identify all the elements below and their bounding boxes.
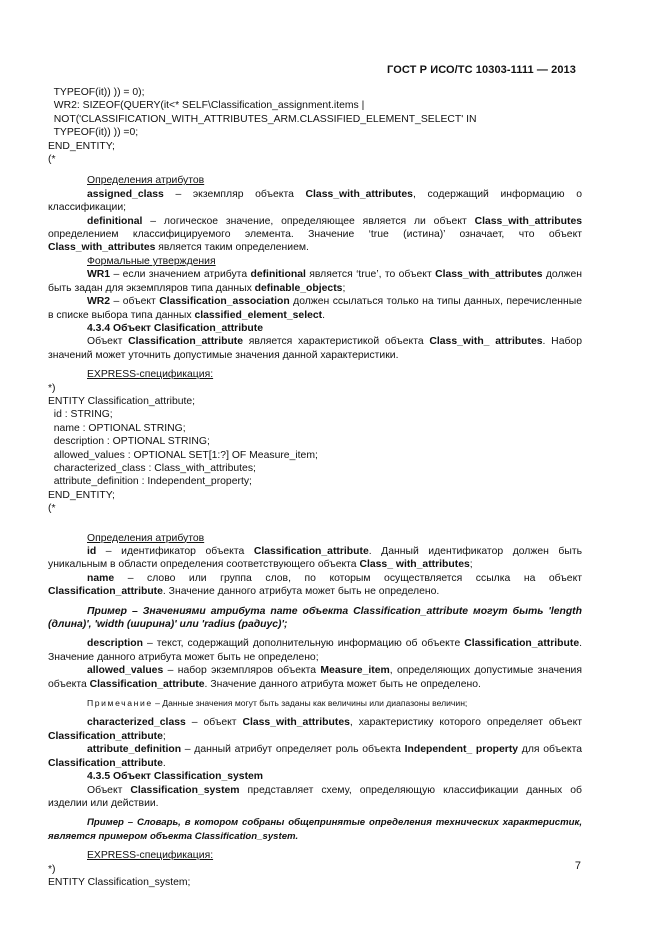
code-line: *)	[48, 382, 56, 394]
code-line: (*	[48, 154, 56, 166]
code-line: NOT('CLASSIFICATION_WITH_ATTRIBUTES_ARM.CLASSIFIED_ELEMENT_SELECT' IN	[48, 113, 477, 125]
code-line: (*	[48, 503, 56, 515]
paragraph: Объект Classification_system представляет схему, определяющую классификации данных об изделии или действии.	[48, 784, 582, 809]
example-text: Пример – Словарь, в котором собраны общепринятые определения технических характеристик, является примером объекта Classification_system.	[48, 817, 582, 842]
code-line: description : OPTIONAL STRING;	[48, 436, 210, 448]
code-line: *)	[48, 863, 56, 875]
document-header: ГОСТ Р ИСО/ТС 10303-1111 — 2013	[387, 64, 576, 76]
code-line: WR2: SIZEOF(QUERY(it<* SELF\Classification_assignment.items |	[48, 100, 365, 112]
paragraph: id – идентификатор объекта Classification_attribute. Данный идентификатор должен быть уникальным в области определения соответствующего объекта Class_ with_attributes;	[48, 546, 582, 571]
paragraph: Объект Classification_attribute является характеристикой объекта Class_with_ attributes. Набор значений может уточнить допустимые значения данной характеристики.	[48, 336, 582, 361]
code-line: ENTITY Classification_attribute;	[48, 395, 196, 407]
paragraph: description – текст, содержащий дополнительную информацию об объекте Classification_attribute. Значение данного атрибута может быть не определено;	[48, 638, 582, 663]
example-text: Пример – Значениями атрибута name объекта Classification_attribute могут быть 'length (длина)', 'width (ширина)' или 'radius (радиус)';	[48, 605, 582, 631]
note: Примечание – Данные значения могут быть заданы как величины или диапазоны величин;	[87, 698, 468, 709]
section-title: 4.3.4 Объект Clasification_attribute	[87, 322, 264, 334]
paragraph: name – слово или группа слов, по которым осуществляется ссылка на объект Classification_attribute. Значение данного атрибута может быть не определено.	[48, 572, 582, 598]
code-line: id : STRING;	[48, 409, 113, 421]
code-line: TYPEOF(it)) )) = 0);	[48, 87, 145, 98]
express-label: EXPRESS-спецификация:	[87, 850, 214, 862]
paragraph: assigned_class – экземпляр объекта Class_with_attributes, содержащий информацию о классификации;	[48, 188, 582, 214]
express-label: EXPRESS-спецификация:	[87, 369, 214, 381]
code-line: allowed_values : OPTIONAL SET[1:?] OF Measure_item;	[48, 449, 318, 461]
code-block	[48, 86, 582, 166]
section-title: 4.3.5 Объект Classification_system	[87, 771, 264, 783]
code-block	[48, 863, 582, 890]
code-line: name : OPTIONAL STRING;	[48, 422, 186, 434]
code-line: END_ENTITY;	[48, 140, 115, 152]
paragraph: WR1 – если значением атрибута definitional является ‘true’, то объект Class_with_attributes должен быть задан для экземпляров типа данных definable_objects;	[48, 269, 583, 294]
code-line: characterized_class : Class_with_attributes;	[48, 462, 256, 474]
section-heading: Формальные утверждения	[87, 255, 216, 267]
section-heading: Определения атрибутов	[87, 532, 205, 544]
code-line: ENTITY Classification_system;	[48, 876, 191, 888]
code-line: TYPEOF(it)) )) =0;	[48, 127, 139, 139]
paragraph: characterized_class – объект Class_with_attributes, характеристику которого определяет объект Classification_attribute;	[48, 717, 582, 742]
section-heading: Определения атрибутов	[87, 175, 205, 187]
page-body	[48, 86, 582, 889]
code-block	[48, 382, 582, 516]
code-line: attribute_definition : Independent_property;	[48, 476, 252, 488]
code-line: END_ENTITY;	[48, 489, 115, 501]
paragraph: allowed_values – набор экземпляров объекта Measure_item, определяющих допустимые значения объекта Classification_attribute. Значение данного атрибута может быть не определено.	[48, 665, 582, 690]
paragraph: definitional – логическое значение, определяющее является ли объект Class_with_attributes определением классифицируемого элемента. Значение ‘true (истина)’ означает, что объект Class_with_attributes является таким определением.	[48, 215, 582, 254]
paragraph: WR2 – объект Classification_association должен ссылаться только на типы данных, перечисленные в списке выбора типа данных classified_element_select.	[48, 296, 582, 321]
paragraph: attribute_definition – данный атрибут определяет роль объекта Independent_ property для объекта Classification_attribute.	[48, 744, 582, 769]
page-number: 7	[574, 860, 581, 872]
